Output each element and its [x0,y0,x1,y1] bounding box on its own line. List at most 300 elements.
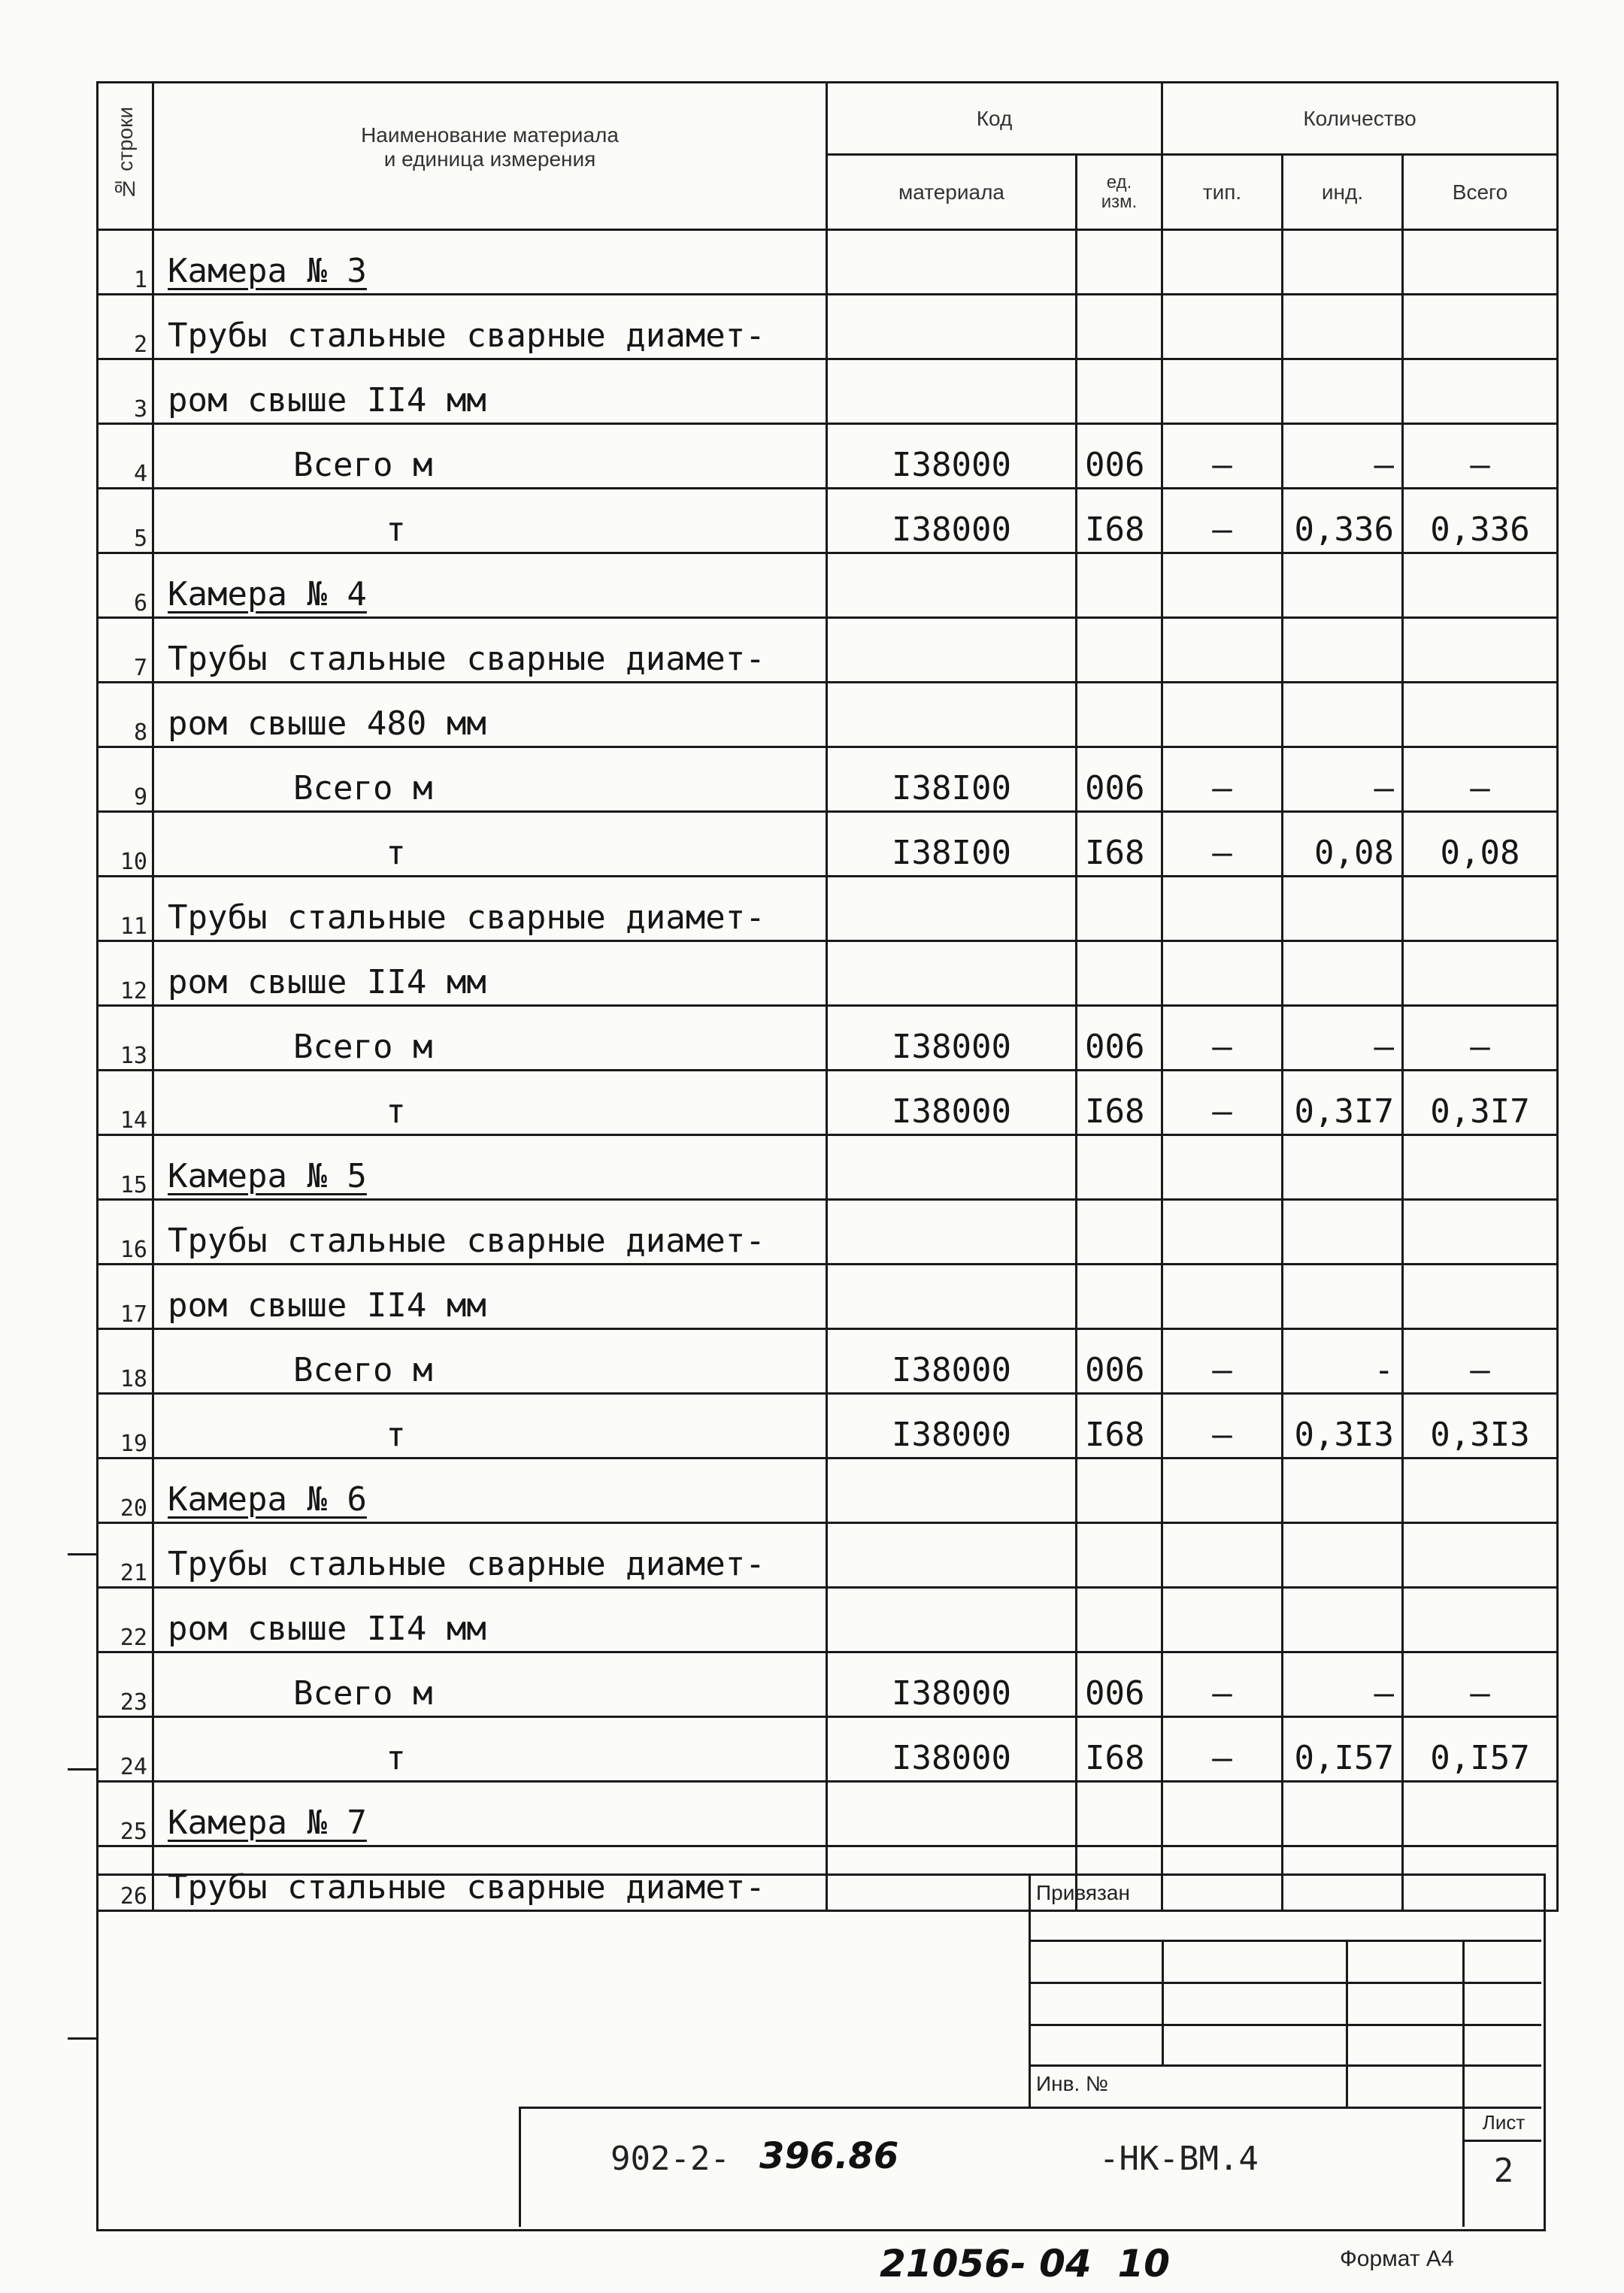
header-row-number: № строки [98,83,153,230]
row-number [98,1071,153,1135]
qty-typ [1162,618,1283,683]
row-number-text: 26 [120,1883,147,1910]
qty-total [1403,1071,1558,1135]
unit-code-text: 006 [1085,1674,1145,1713]
material-name [153,1588,827,1652]
doc-code-prefix: 902-2- [611,2140,730,2178]
qty-ind-text: 0,08 [1314,834,1394,872]
qty-typ [1162,1265,1283,1329]
material-name-text: ром свыше II4 мм [168,1610,486,1648]
row-number-text: 6 [133,590,147,616]
row-number-text: 10 [120,849,147,875]
qty-total-text: – [1470,1674,1490,1713]
unit-code [1077,359,1162,424]
qty-ind [1283,489,1403,553]
qty-ind [1283,1006,1403,1071]
row-number-text: 22 [120,1625,147,1651]
material-code [827,1265,1077,1329]
specification-table [96,81,1559,1912]
material-code-text: I38000 [892,1739,1011,1777]
qty-ind [1283,359,1403,424]
unit-code-text: I68 [1085,510,1145,549]
material-name [153,1717,827,1782]
row-number-text: 17 [120,1301,147,1328]
format-label: Формат А4 [1340,2246,1454,2271]
qty-typ [1162,877,1283,941]
unit-code [1077,1006,1162,1071]
qty-ind-text: – [1374,1028,1394,1066]
table-row [98,941,1558,1006]
title-block-vrule [1462,1940,1465,2107]
qty-ind [1283,941,1403,1006]
unit-code-text: 006 [1085,446,1145,484]
qty-typ [1162,359,1283,424]
qty-ind-text: – [1374,769,1394,807]
unit-code [1077,424,1162,489]
sheet-number: 2 [1493,2152,1514,2190]
qty-typ-text: – [1212,834,1232,872]
material-code [827,1652,1077,1717]
material-code-text: I38000 [892,1092,1011,1131]
material-name-text: Трубы стальные сварные диамет- [168,1222,765,1260]
qty-total [1403,1135,1558,1200]
qty-typ-text: – [1212,510,1232,549]
row-number [98,1782,153,1846]
row-number [98,359,153,424]
material-name [153,1006,827,1071]
row-number [98,1200,153,1265]
material-name [153,1200,827,1265]
row-number [98,1458,153,1523]
row-number [98,1135,153,1200]
material-code [827,489,1077,553]
material-code [827,424,1077,489]
qty-ind [1283,618,1403,683]
row-number [98,1652,153,1717]
row-number-text: 4 [133,461,147,487]
row-number [98,941,153,1006]
qty-typ [1162,1329,1283,1394]
row-number-text: 15 [120,1172,147,1198]
table-row [98,1717,1558,1782]
row-number [98,424,153,489]
qty-total [1403,683,1558,747]
material-name-text: Всего м [293,1028,433,1066]
specification-rows [98,230,1558,1911]
material-name [153,553,827,618]
qty-ind [1283,424,1403,489]
margin-tick [68,2037,96,2040]
row-number-text: 1 [133,267,147,293]
material-name [153,230,827,295]
unit-code-text: 006 [1085,769,1145,807]
qty-total-text: 0,336 [1430,510,1530,549]
qty-ind [1283,1458,1403,1523]
row-number [98,1006,153,1071]
qty-ind [1283,295,1403,359]
sheet-box-left [1462,2107,1465,2227]
row-number [98,1329,153,1394]
row-number-text: 23 [120,1689,147,1716]
material-name-text: ром свыше II4 мм [168,1286,486,1325]
material-name-text: Трубы стальные сварные диамет- [168,1545,765,1583]
material-code-text: I38000 [892,446,1011,484]
table-row [98,230,1558,295]
qty-total-text: 0,3I3 [1430,1416,1530,1454]
qty-typ [1162,941,1283,1006]
material-name-text: т [386,1739,406,1777]
qty-total [1403,489,1558,553]
privyazan-label: Привязан [1036,1881,1130,1904]
material-name [153,295,827,359]
material-name-text: т [386,1416,406,1454]
qty-typ [1162,489,1283,553]
unit-code [1077,618,1162,683]
table-row [98,295,1558,359]
material-name-text: Трубы стальные сварные диамет- [168,640,765,678]
qty-ind [1283,1588,1403,1652]
qty-typ [1162,747,1283,812]
qty-typ [1162,1523,1283,1588]
material-name-text: ром свыше II4 мм [168,963,486,1001]
table-row [98,424,1558,489]
qty-typ-text: – [1212,769,1232,807]
material-name [153,877,827,941]
material-code [827,230,1077,295]
unit-code [1077,683,1162,747]
unit-code [1077,812,1162,877]
qty-typ [1162,424,1283,489]
table-row [98,1652,1558,1717]
qty-total [1403,812,1558,877]
row-number [98,1394,153,1458]
qty-ind-text: 0,3I3 [1294,1416,1394,1454]
qty-ind-text: – [1374,1674,1394,1713]
row-number-text: 18 [120,1366,147,1392]
material-name-text: ром свыше II4 мм [168,381,486,420]
qty-total [1403,877,1558,941]
material-name-text: Трубы стальные сварные диамет- [168,898,765,937]
material-code [827,553,1077,618]
unit-code [1077,553,1162,618]
material-name-text: т [386,834,406,872]
title-block-frame [96,1873,1546,2231]
material-code-text: I38I00 [892,834,1011,872]
qty-ind [1283,1329,1403,1394]
qty-ind-text: – [1374,446,1394,484]
material-code [827,1329,1077,1394]
material-name [153,1265,827,1329]
qty-total-text: 0,08 [1440,834,1520,872]
qty-typ-text: – [1212,1351,1232,1389]
material-code [827,1135,1077,1200]
header-code-material: материала [827,155,1077,230]
material-name [153,359,827,424]
table-row [98,683,1558,747]
qty-ind [1283,1071,1403,1135]
qty-total [1403,1329,1558,1394]
inventory-number-label: Инв. № [1036,2072,1109,2095]
unit-code [1077,230,1162,295]
material-name-text: Трубы стальные сварные диамет- [168,1868,765,1907]
header-qty-total: Всего [1403,155,1558,230]
doc-box-left [519,2107,521,2227]
table-row [98,1782,1558,1846]
row-number-text: 9 [133,784,147,810]
material-code [827,941,1077,1006]
table-row [98,553,1558,618]
material-code [827,1782,1077,1846]
qty-total [1403,1652,1558,1717]
qty-typ [1162,1006,1283,1071]
material-code [827,1458,1077,1523]
qty-total [1403,1588,1558,1652]
material-name-text: ром свыше 480 мм [168,704,486,743]
material-code-text: I38000 [892,1028,1011,1066]
row-number-text: 11 [120,913,147,940]
row-number-text: 25 [120,1819,147,1845]
qty-ind-text: 0,I57 [1294,1739,1394,1777]
header-material-name: Наименование материала и единица измерения [153,83,827,230]
qty-typ-text: – [1212,1739,1232,1777]
qty-ind [1283,877,1403,941]
qty-typ-text: – [1212,1416,1232,1454]
row-number [98,1717,153,1782]
material-name-text: Камера № 5 [168,1157,367,1195]
qty-typ [1162,1458,1283,1523]
material-code [827,1006,1077,1071]
qty-ind [1283,1394,1403,1458]
material-code [827,747,1077,812]
qty-ind [1283,553,1403,618]
row-number [98,295,153,359]
unit-code-text: I68 [1085,1092,1145,1131]
row-number [98,489,153,553]
material-code [827,1200,1077,1265]
material-code [827,877,1077,941]
qty-typ [1162,1717,1283,1782]
qty-typ-text: – [1212,446,1232,484]
unit-code [1077,941,1162,1006]
row-number [98,1588,153,1652]
material-code [827,359,1077,424]
material-code-text: I38000 [892,1674,1011,1713]
row-number [98,877,153,941]
unit-code [1077,1265,1162,1329]
material-name [153,1652,827,1717]
row-number-text: 2 [133,332,147,358]
material-code [827,1588,1077,1652]
table-row [98,1071,1558,1135]
material-name [153,424,827,489]
row-number-text: 7 [133,655,147,681]
table-row [98,1200,1558,1265]
material-code [827,295,1077,359]
material-code [827,1394,1077,1458]
qty-ind [1283,747,1403,812]
row-number-text: 20 [120,1495,147,1522]
row-number-text: 3 [133,396,147,423]
material-name [153,489,827,553]
row-number [98,618,153,683]
table-row [98,1006,1558,1071]
margin-tick [68,1553,96,1555]
unit-code [1077,1588,1162,1652]
row-number [98,1523,153,1588]
qty-total [1403,1717,1558,1782]
qty-ind-text: - [1374,1351,1394,1389]
table-row [98,812,1558,877]
material-name [153,1782,827,1846]
table-row [98,618,1558,683]
material-code-text: I38000 [892,510,1011,549]
unit-code-text: I68 [1085,834,1145,872]
table-row [98,1135,1558,1200]
row-number-text: 12 [120,978,147,1004]
material-name-text: т [386,510,406,549]
qty-typ-text: – [1212,1674,1232,1713]
material-name [153,1329,827,1394]
material-code [827,1071,1077,1135]
qty-ind [1283,1200,1403,1265]
qty-total [1403,359,1558,424]
unit-code [1077,1329,1162,1394]
header-code-unit: ед. изм. [1077,155,1162,230]
qty-total [1403,1782,1558,1846]
unit-code [1077,877,1162,941]
row-number-text: 13 [120,1043,147,1069]
row-number [98,812,153,877]
qty-typ [1162,683,1283,747]
unit-code [1077,1717,1162,1782]
sheet-label: Лист [1482,2111,1526,2134]
unit-code [1077,1071,1162,1135]
qty-typ [1162,1394,1283,1458]
qty-total [1403,1394,1558,1458]
row-number-text: 14 [120,1107,147,1134]
unit-code-text: I68 [1085,1416,1145,1454]
material-name-text: Камера № 3 [168,252,367,290]
material-name [153,1071,827,1135]
row-number [98,230,153,295]
material-code [827,1523,1077,1588]
material-name-text: Всего м [293,769,433,807]
row-number-text: 21 [120,1560,147,1586]
header-code-group: Код [827,83,1162,155]
material-name-text: Трубы стальные сварные диамет- [168,317,765,355]
qty-total [1403,1006,1558,1071]
qty-typ [1162,812,1283,877]
table-row [98,489,1558,553]
qty-typ-text: – [1212,1028,1232,1066]
table-row [98,1329,1558,1394]
material-name [153,683,827,747]
material-name-text: Всего м [293,446,433,484]
table-row [98,1523,1558,1588]
qty-typ [1162,1200,1283,1265]
qty-total [1403,1458,1558,1523]
material-name [153,812,827,877]
row-number-text: 24 [120,1754,147,1780]
header-qty-ind: инд. [1283,155,1403,230]
qty-ind [1283,1523,1403,1588]
qty-total [1403,941,1558,1006]
qty-total-text: – [1470,446,1490,484]
row-number-text: 8 [133,719,147,746]
row-number-text: 5 [133,526,147,552]
qty-ind [1283,1717,1403,1782]
qty-ind-text: 0,336 [1294,510,1394,549]
qty-total-text: – [1470,1351,1490,1389]
qty-total [1403,1265,1558,1329]
row-number [98,553,153,618]
row-number [98,747,153,812]
qty-total-text: 0,I57 [1430,1739,1530,1777]
material-code [827,683,1077,747]
qty-ind [1283,1782,1403,1846]
qty-total [1403,295,1558,359]
unit-code [1077,1523,1162,1588]
material-code-text: I38000 [892,1351,1011,1389]
material-name-text: т [386,1092,406,1131]
margin-tick [68,1768,96,1770]
row-number-text: 16 [120,1237,147,1263]
material-name-text: Камера № 7 [168,1804,367,1842]
qty-ind [1283,1265,1403,1329]
qty-typ [1162,1071,1283,1135]
qty-total [1403,230,1558,295]
unit-code-text: 006 [1085,1351,1145,1389]
unit-code [1077,1135,1162,1200]
qty-total-text: – [1470,769,1490,807]
sheet-box-rule [1462,2140,1541,2142]
material-name [153,1394,827,1458]
row-number-text: 19 [120,1431,147,1457]
material-code [827,618,1077,683]
unit-code [1077,1652,1162,1717]
qty-ind [1283,1652,1403,1717]
unit-code [1077,747,1162,812]
title-block-vrule [1346,1940,1348,2107]
row-number [98,1265,153,1329]
qty-ind-text: 0,3I7 [1294,1092,1394,1131]
qty-ind [1283,1135,1403,1200]
title-block-vrule [1162,1940,1164,2066]
qty-typ [1162,1135,1283,1200]
qty-typ [1162,230,1283,295]
unit-code [1077,1200,1162,1265]
unit-code [1077,489,1162,553]
title-block-divider [1029,1873,1031,2107]
handwritten-archive-number: 21056- 04 10 [880,2242,1171,2285]
material-name-text: Всего м [293,1351,433,1389]
qty-typ [1162,1588,1283,1652]
material-name [153,1523,827,1588]
qty-total [1403,747,1558,812]
qty-typ [1162,295,1283,359]
header-qty-typ: тип. [1162,155,1283,230]
table-row [98,1265,1558,1329]
material-code-text: I38000 [892,1416,1011,1454]
qty-ind [1283,230,1403,295]
qty-total [1403,1200,1558,1265]
qty-total [1403,424,1558,489]
material-name [153,1458,827,1523]
unit-code-text: I68 [1085,1739,1145,1777]
material-name-text: Всего м [293,1674,433,1713]
unit-code [1077,1394,1162,1458]
table-row [98,877,1558,941]
